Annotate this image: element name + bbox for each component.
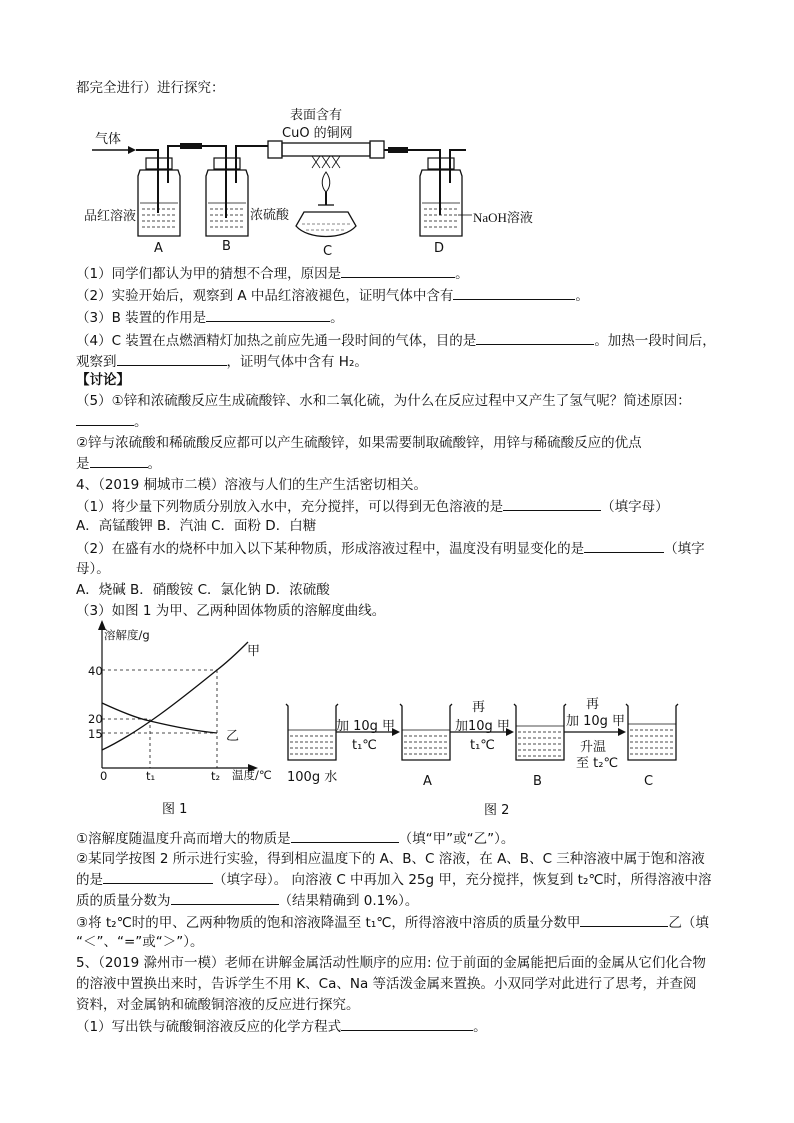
ytick-15: 15 xyxy=(88,727,103,741)
q4-p2 xyxy=(76,538,705,559)
label-b: B xyxy=(222,239,231,254)
figure1-ylabel: 溶解度/g xyxy=(104,628,150,642)
q3-p4d-text: ，证明气体中含有 H₂。 xyxy=(226,354,368,370)
q5-line2: 的溶液中置换出来时，告诉学生不用 K、Ca、Na 等活泼金属来置换。小双同学对此进行了思考，并查阅 xyxy=(76,976,697,992)
q3-p1-text: （1）同学们都认为甲的猜想不合理，原因是 xyxy=(76,266,342,282)
mesh-label-1: 表面含有 xyxy=(290,108,343,123)
q4-p2-options: A．烧碱 B．硝酸铵 C．氯化钠 D．浓硫酸 xyxy=(76,582,330,598)
q4-s2b-tail: （填字母）。 向溶液 C 中再加入 25g 甲，充分搅拌，恢复到 t₂℃时，所得溶液中溶 xyxy=(213,872,712,888)
answer-blank[interactable] xyxy=(341,1016,473,1031)
q4-s1-tail: （填“甲”或“乙”）。 xyxy=(398,831,515,847)
figure2-caption: 图 2 xyxy=(484,803,510,818)
q3-p2-text: （2）实验开始后，观察到 A 中品红溶液褪色，证明气体中含有 xyxy=(76,288,454,304)
beaker-water xyxy=(286,704,338,760)
q4-p2-tail2: 母）。 xyxy=(76,561,110,577)
q5-head: 5、（2019 滁州市一模）老师在讲解金属活动性顺序的应用: 位于前面的金属能把后面的金属从它们化合物 xyxy=(76,955,706,971)
answer-blank[interactable] xyxy=(453,285,575,300)
mesh-label-2: CuO 的铜网 xyxy=(282,126,353,141)
intro-text: 都完全进行）进行探究： xyxy=(76,80,225,96)
discussion-heading: 【讨论】 xyxy=(76,372,130,388)
fig2-label-b: B xyxy=(533,774,542,789)
bottle-a-solution: 品红溶液 xyxy=(84,209,137,224)
q4-s3-tail: 乙（填 xyxy=(668,915,709,931)
q4-head: 4、（2019 桐城市二模）溶液与人们的生产生活密切相关。 xyxy=(76,477,427,493)
label-a: A xyxy=(154,241,163,256)
answer-blank[interactable] xyxy=(117,351,227,366)
q4-s2c xyxy=(76,890,418,911)
q4-s3b: “＜”、“=”或“＞”）。 xyxy=(76,934,204,950)
q3-p6b-text: 是 xyxy=(76,456,90,472)
ytick-40: 40 xyxy=(88,664,103,678)
q3-p1 xyxy=(76,263,469,284)
fig2-label-c: C xyxy=(644,774,654,789)
answer-blank[interactable] xyxy=(76,411,134,426)
answer-blank[interactable] xyxy=(503,496,601,511)
beaker-a xyxy=(400,704,452,760)
step1-label: 加 10g 甲 xyxy=(336,719,396,734)
answer-blank[interactable] xyxy=(171,890,279,905)
period: 。 xyxy=(147,456,161,472)
bottle-b-solution: 浓硫酸 xyxy=(250,208,290,223)
q4-p1-options: A．高锰酸钾 B．汽油 C．面粉 D．白糖 xyxy=(76,518,317,534)
beaker-b xyxy=(514,704,566,760)
bottle-d-solution: NaOH溶液 xyxy=(473,210,533,225)
q3-p3 xyxy=(76,307,344,328)
q4-p2-tail: （填字 xyxy=(664,541,705,557)
period: 。 xyxy=(330,310,344,326)
answer-blank[interactable] xyxy=(90,453,148,468)
step3-heat: 升温 xyxy=(580,740,607,755)
answer-blank[interactable] xyxy=(206,307,330,322)
q3-p6: ②锌与浓硫酸和稀硫酸反应都可以产生硫酸锌，如果需要制取硫酸锌，用锌与稀硫酸反应的优点 xyxy=(76,435,642,451)
xtick-t1: t₁ xyxy=(146,769,156,783)
q4-s2: ②某同学按图 2 所示进行实验，得到相应温度下的 A、B、C 溶液，在 A、B、C 三种溶液中属于饱和溶液 xyxy=(76,851,705,867)
q4-s3-text: ③将 t₂℃时的甲、乙两种物质的饱和溶液降温至 t₁℃，所得溶液中溶质的质量分数甲 xyxy=(76,915,581,931)
q3-p5: （5）①锌和浓硫酸反应生成硫酸锌、水和二氧化硫，为什么在反应过程中又产生了氢气呢？简述原因： xyxy=(76,393,691,409)
q4-s2c-text: 质的质量分数为 xyxy=(76,893,171,909)
step3-label: 加 10g 甲 xyxy=(566,714,626,729)
fig2-label-a: A xyxy=(423,774,432,789)
beaker-c xyxy=(626,704,678,760)
q4-p1-tail: （填字母） xyxy=(601,499,669,515)
q4-p1-text: （1）将少量下列物质分别放入水中，充分搅拌，可以得到无色溶液的是 xyxy=(76,499,504,515)
gas-label: 气体 xyxy=(95,132,122,147)
xtick-0: 0 xyxy=(100,769,108,783)
series-label-yi: 乙 xyxy=(226,729,240,744)
q4-s1 xyxy=(76,828,514,849)
q5-p1 xyxy=(76,1016,487,1037)
label-c: C xyxy=(323,244,333,259)
curve-yi xyxy=(102,703,217,733)
start-water: 100g 水 xyxy=(287,770,338,785)
answer-blank[interactable] xyxy=(476,330,594,345)
q5-p1-text: （1）写出铁与硫酸铜溶液反应的化学方程式 xyxy=(76,1019,342,1035)
period: 。 xyxy=(455,266,469,282)
q4-s3 xyxy=(76,912,709,933)
step3-top: 再 xyxy=(586,697,600,712)
q3-p4c-text: 观察到 xyxy=(76,354,117,370)
q4-s1-text: ①溶解度随温度升高而增大的物质是 xyxy=(76,831,291,847)
period: 。 xyxy=(575,288,589,304)
step3-temp: 至 t₂℃ xyxy=(576,756,619,771)
answer-blank[interactable] xyxy=(580,912,668,927)
q4-s2b xyxy=(76,869,712,890)
answer-blank[interactable] xyxy=(584,538,664,553)
answer-blank[interactable] xyxy=(291,828,399,843)
q4-s2b-text: 的是 xyxy=(76,872,103,888)
period: 。 xyxy=(134,414,148,430)
q3-p3-text: （3）B 装置的作用是 xyxy=(76,310,207,326)
figure1-caption: 图 1 xyxy=(162,802,188,817)
q4-p1 xyxy=(76,496,669,517)
q3-p4 xyxy=(76,330,716,351)
q3-p5-blank xyxy=(76,411,148,432)
q5-line3: 资料，对金属钠和硫酸铜溶液的反应进行探究。 xyxy=(76,997,360,1013)
q4-s2c-tail: （结果精确到 0.1%）。 xyxy=(278,893,419,909)
q4-p2-text: （2）在盛有水的烧杯中加入以下某种物质，形成溶液过程中，温度没有明显变化的是 xyxy=(76,541,585,557)
period: 。 xyxy=(473,1019,487,1035)
step2-temp: t₁℃ xyxy=(470,738,495,753)
q3-p4-cont xyxy=(76,351,368,372)
q4-p3: （3）如图 1 为甲、乙两种固体物质的溶解度曲线。 xyxy=(76,603,386,619)
step2-top: 再 xyxy=(472,700,486,715)
q3-p6-cont xyxy=(76,453,161,474)
series-label-jia: 甲 xyxy=(247,644,261,659)
label-d: D xyxy=(434,241,445,256)
ytick-20: 20 xyxy=(88,712,103,726)
xtick-t2: t₂ xyxy=(211,769,221,783)
figure1-xlabel: 温度/℃ xyxy=(232,768,272,782)
q3-p2 xyxy=(76,285,589,306)
step2-label: 加10g 甲 xyxy=(455,719,510,734)
q3-p4-text: （4）C 装置在点燃酒精灯加热之前应先通一段时间的气体，目的是 xyxy=(76,333,477,349)
q3-p4-tail: 。加热一段时间后， xyxy=(594,333,716,349)
answer-blank[interactable] xyxy=(103,869,213,884)
step1-temp: t₁℃ xyxy=(352,738,377,753)
answer-blank[interactable] xyxy=(341,263,455,278)
